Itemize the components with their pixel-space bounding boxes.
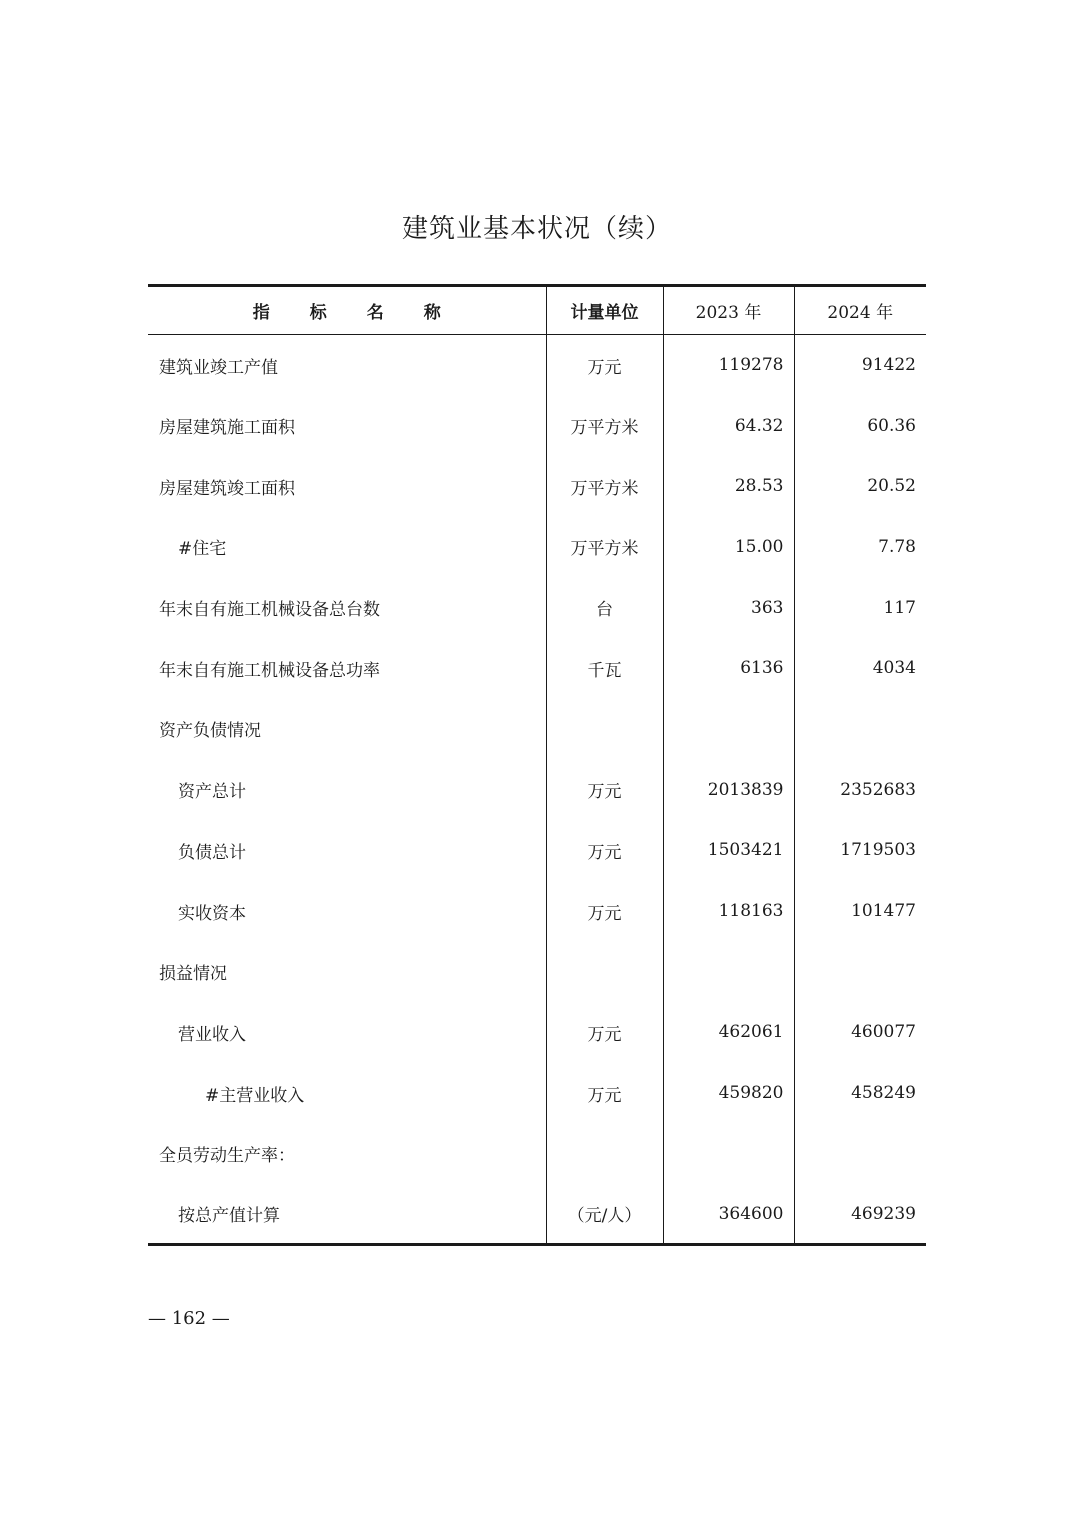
row-value-2024 bbox=[794, 941, 926, 1002]
row-value-2023: 64.32 bbox=[663, 395, 794, 456]
row-value-2024: 101477 bbox=[794, 881, 926, 942]
row-unit: 万元 bbox=[546, 759, 663, 820]
row-indicator-name: 资产总计 bbox=[178, 782, 246, 803]
row-indicator-name: 全员劳动生产率： bbox=[159, 1146, 295, 1167]
row-value-2024: 60.36 bbox=[794, 395, 926, 456]
row-value-2024: 469239 bbox=[794, 1184, 926, 1245]
table-row bbox=[148, 517, 926, 578]
row-value-2023: 118163 bbox=[663, 881, 794, 942]
row-unit: 万元 bbox=[546, 820, 663, 881]
table-row bbox=[148, 335, 926, 396]
row-value-2023: 15.00 bbox=[663, 517, 794, 578]
row-value-2024: 1719503 bbox=[794, 820, 926, 881]
row-unit: 万元 bbox=[546, 335, 663, 396]
table-row bbox=[148, 395, 926, 456]
statistics-table-container bbox=[148, 284, 926, 1246]
row-value-2023: 462061 bbox=[663, 1002, 794, 1063]
row-value-2023: 459820 bbox=[663, 1063, 794, 1124]
row-unit: 万平方米 bbox=[546, 395, 663, 456]
table-row bbox=[148, 577, 926, 638]
page-number: — 162 — bbox=[148, 1308, 230, 1329]
row-value-2024: 20.52 bbox=[794, 456, 926, 517]
row-value-2024: 91422 bbox=[794, 335, 926, 396]
row-indicator-name: #住宅 bbox=[178, 539, 227, 560]
row-value-2024 bbox=[794, 699, 926, 760]
table-row bbox=[148, 1002, 926, 1063]
row-unit bbox=[546, 699, 663, 760]
row-value-2024: 460077 bbox=[794, 1002, 926, 1063]
table-header bbox=[148, 286, 926, 335]
table-row bbox=[148, 1184, 926, 1245]
row-indicator-name: 损益情况 bbox=[159, 964, 227, 985]
row-unit: 万元 bbox=[546, 881, 663, 942]
row-value-2024: 4034 bbox=[794, 638, 926, 699]
row-indicator-name: 建筑业竣工产值 bbox=[159, 357, 278, 378]
row-indicator-name: 资产负债情况 bbox=[159, 721, 261, 742]
row-value-2023: 364600 bbox=[663, 1184, 794, 1245]
row-value-2024: 458249 bbox=[794, 1063, 926, 1124]
row-indicator-name: 按总产值计算 bbox=[148, 1184, 546, 1245]
row-value-2024: 7.78 bbox=[794, 517, 926, 578]
table-row bbox=[148, 759, 926, 820]
page-title: 建筑业基本状况（续） bbox=[401, 214, 672, 244]
row-value-2024 bbox=[794, 1123, 926, 1184]
row-unit: 万元 bbox=[546, 1063, 663, 1124]
row-indicator-name: 房屋建筑施工面积 bbox=[159, 418, 295, 439]
row-unit: 万平方米 bbox=[546, 517, 663, 578]
row-value-2023: 2013839 bbox=[663, 759, 794, 820]
table-row bbox=[148, 1123, 926, 1184]
row-value-2024: 117 bbox=[794, 577, 926, 638]
table-row bbox=[148, 699, 926, 760]
row-indicator-name: 年末自有施工机械设备总台数 bbox=[159, 600, 380, 621]
table-row bbox=[148, 820, 926, 881]
row-value-2023 bbox=[663, 1123, 794, 1184]
row-unit bbox=[546, 941, 663, 1002]
row-value-2024: 2352683 bbox=[794, 759, 926, 820]
table-row bbox=[148, 456, 926, 517]
row-value-2023: 28.53 bbox=[663, 456, 794, 517]
row-value-2023: 363 bbox=[663, 577, 794, 638]
row-unit: 万平方米 bbox=[546, 456, 663, 517]
row-indicator-name: 年末自有施工机械设备总功率 bbox=[159, 660, 380, 681]
table-row bbox=[148, 638, 926, 699]
row-unit: 台 bbox=[546, 577, 663, 638]
table-body bbox=[148, 335, 926, 1245]
row-indicator-name: 实收资本 bbox=[178, 903, 246, 924]
header-unit: 计量单位 bbox=[546, 286, 663, 335]
table-row bbox=[148, 941, 926, 1002]
header-indicator-name: 指 标 名 称 bbox=[148, 286, 546, 335]
header-year-2024: 2024 年 bbox=[794, 286, 926, 335]
row-indicator-name: #主营业收入 bbox=[205, 1085, 305, 1106]
row-unit: 千瓦 bbox=[546, 638, 663, 699]
row-unit: 万元 bbox=[546, 1002, 663, 1063]
row-unit bbox=[546, 1123, 663, 1184]
row-indicator-name: 负债总计 bbox=[178, 842, 246, 863]
table-row bbox=[148, 1063, 926, 1124]
statistics-table bbox=[148, 284, 926, 1246]
row-value-2023 bbox=[663, 941, 794, 1002]
row-indicator-name: 房屋建筑竣工面积 bbox=[159, 478, 295, 499]
row-value-2023: 1503421 bbox=[663, 820, 794, 881]
row-unit: （元/人） bbox=[546, 1184, 663, 1245]
table-row bbox=[148, 881, 926, 942]
row-indicator-name: 营业收入 bbox=[178, 1024, 246, 1045]
row-value-2023 bbox=[663, 699, 794, 760]
header-year-2023: 2023 年 bbox=[663, 286, 794, 335]
row-value-2023: 119278 bbox=[663, 335, 794, 396]
row-value-2023: 6136 bbox=[663, 638, 794, 699]
